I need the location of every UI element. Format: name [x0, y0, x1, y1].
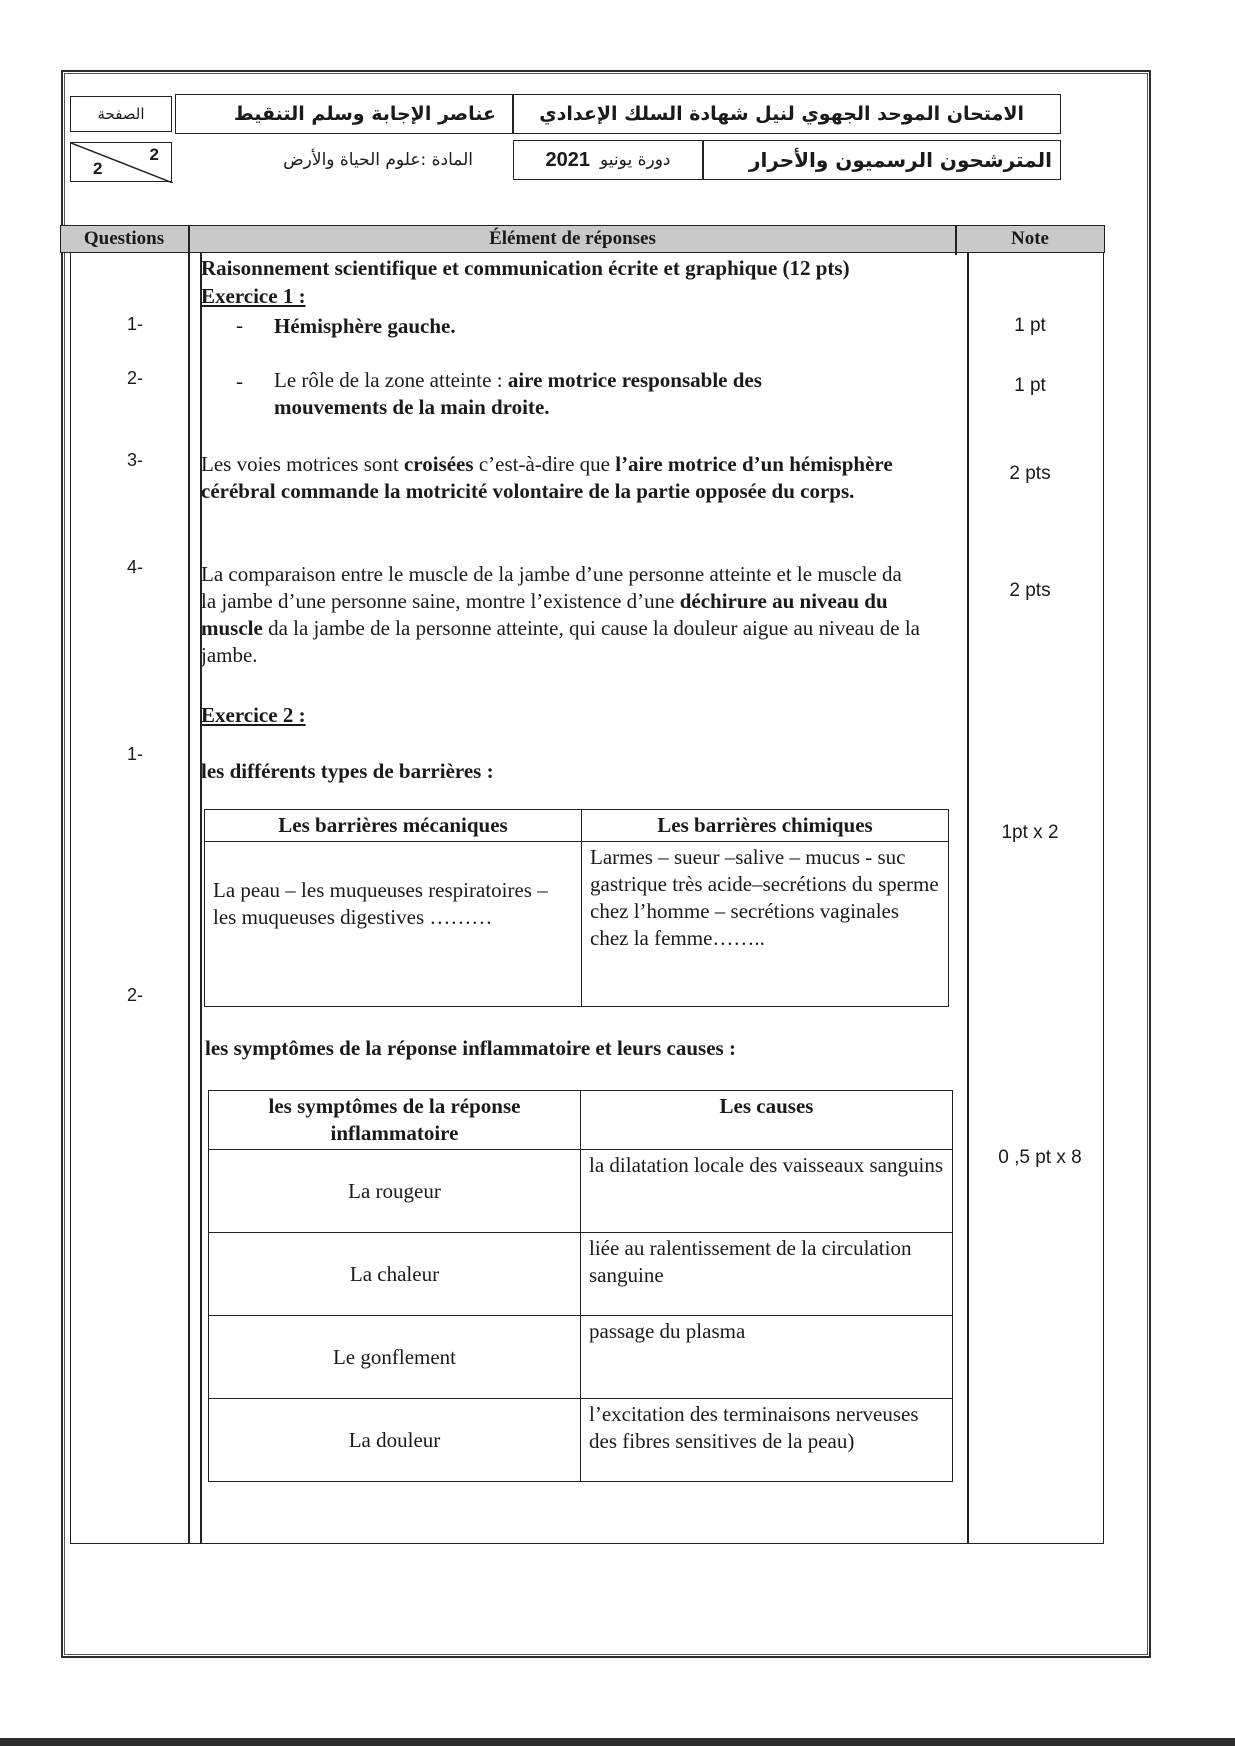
ex1-q4-number: 4- [126, 557, 143, 577]
symptom-cell: La rougeur [209, 1150, 581, 1233]
ex1-q3-answer [201, 451, 926, 505]
answer-key-title: عناصر الإجابة وسلم التنقيط [233, 103, 496, 125]
ex1-q1-answer: Hémisphère gauche. [274, 314, 456, 338]
page-label-box [70, 96, 172, 132]
candidates-box [703, 140, 1061, 180]
barriers-mechanical-text: La peau – les muqueuses respiratoires – les muqueuses digestives ……… [213, 878, 548, 929]
col-elements: Élément de réponses [489, 228, 656, 249]
answer-key-title-box [175, 94, 513, 134]
exercise2-title: Exercice 2 : [201, 703, 306, 727]
ex2-q1-number: 1- [126, 744, 143, 764]
table-row [209, 1150, 953, 1233]
ex1-q2-bold: aire motrice responsable des mouvements de la main droite. [274, 368, 762, 419]
col-note: Note [1011, 228, 1049, 249]
ex2-q1-heading: les différents types de barrières : [201, 759, 494, 783]
barriers-table [204, 809, 949, 1007]
col-questions: Questions [83, 228, 165, 249]
col-divider-body [200, 253, 202, 1544]
cause-cell: l’excitation des terminaisons nerveuses des fibres sensitives de la peau) [581, 1399, 953, 1482]
session-box [513, 140, 703, 180]
table-row [209, 1399, 953, 1482]
ex2-q1-note: 1pt x 2 [1001, 822, 1059, 843]
ex1-q3-part2: c’est-à-dire que [473, 452, 616, 476]
ex1-q2-number: 2- [126, 368, 143, 388]
subject-box [175, 140, 513, 180]
inflammation-header-causes: Les causes [581, 1091, 953, 1150]
table-row [209, 1233, 953, 1316]
ex1-q4-part1: La comparaison entre le muscle de la jambe d’une personne atteinte et le muscle da la jambe d’une personne saine, montre l’existence d’une [201, 562, 902, 613]
inflammation-header-symptoms: les symptômes de la réponse inflammatoire [209, 1091, 581, 1150]
bullet: - [236, 313, 243, 337]
page-number-box [70, 142, 172, 182]
ex1-q3-bold1: croisées [403, 452, 474, 476]
ex2-q2-number: 2- [126, 985, 143, 1005]
barriers-chemical-text: Larmes – sueur –salive – mucus - suc gastrique très acide–secrétions du sperme chez l’homme – secrétions vaginales chez la femme…….. [590, 845, 939, 950]
col-divider-2 [955, 225, 957, 255]
cause-cell: la dilatation locale des vaisseaux sanguins [581, 1150, 953, 1233]
page-label: الصفحة [97, 105, 145, 123]
ex1-q4-answer [201, 561, 921, 669]
cause-cell: passage du plasma [581, 1316, 953, 1399]
barriers-header-chemical: Les barrières chimiques [582, 810, 949, 842]
ex1-q2-note: 1 pt [1014, 375, 1046, 396]
ex1-q2-prefix: Le rôle de la zone atteinte : [274, 368, 508, 392]
ex1-q3-part1: Les voies motrices sont [201, 452, 404, 476]
bullet: - [236, 369, 243, 393]
section-title: Raisonnement scientifique et communication écrite et graphique (12 pts) [201, 256, 850, 280]
ex1-q2-answer [274, 367, 874, 421]
table-row [209, 1316, 953, 1399]
barriers-chemical-cell [582, 842, 949, 1007]
session-label: دورة يونيو [600, 150, 671, 170]
symptom-cell: La chaleur [209, 1233, 581, 1316]
barriers-mechanical-cell [205, 842, 582, 1007]
exam-title: الامتحان الموحد الجهوي لنيل شهادة السلك الإعدادي [539, 103, 1024, 125]
ex1-q3-note: 2 pts [1009, 463, 1051, 484]
ex1-q4-bold1: déchirure au niveau du muscle [201, 589, 888, 640]
page-current: 2 [149, 145, 159, 164]
ex1-q4-note: 2 pts [1009, 580, 1051, 601]
ex1-q3-number: 3- [126, 450, 143, 470]
ex1-q4-part2: da la jambe de la personne atteinte, qui cause la douleur aigue au niveau de la jambe. [201, 616, 920, 667]
ex1-q3-bold2: l’aire motrice d’un hémisphère cérébral commande la motricité volontaire de la partie opposée du corps. [201, 452, 893, 503]
col-divider-2b [967, 253, 969, 1544]
session-year: 2021 [545, 148, 591, 171]
exam-title-box [513, 94, 1061, 134]
barriers-header-mechanical: Les barrières mécaniques [205, 810, 582, 842]
inflammation-table [208, 1090, 953, 1482]
candidates: المترشحون الرسميون والأحرار [748, 148, 1052, 172]
col-divider-1 [188, 225, 190, 1544]
symptom-cell: Le gonflement [209, 1316, 581, 1399]
exercise1-title: Exercice 1 : [201, 284, 306, 308]
ex2-q2-heading: les symptômes de la réponse inflammatoire et leurs causes : [205, 1036, 736, 1060]
ex1-q1-note: 1 pt [1014, 315, 1046, 336]
ex1-q1-number: 1- [126, 314, 143, 334]
subject: المادة :علوم الحياة والأرض [283, 150, 473, 170]
ex2-q2-note: 0 ,5 pt x 8 [998, 1147, 1082, 1168]
page-total: 2 [93, 159, 103, 178]
symptom-cell: La douleur [209, 1399, 581, 1482]
cause-cell: liée au ralentissement de la circulation sanguine [581, 1233, 953, 1316]
scan-bottom-edge [0, 1738, 1235, 1746]
